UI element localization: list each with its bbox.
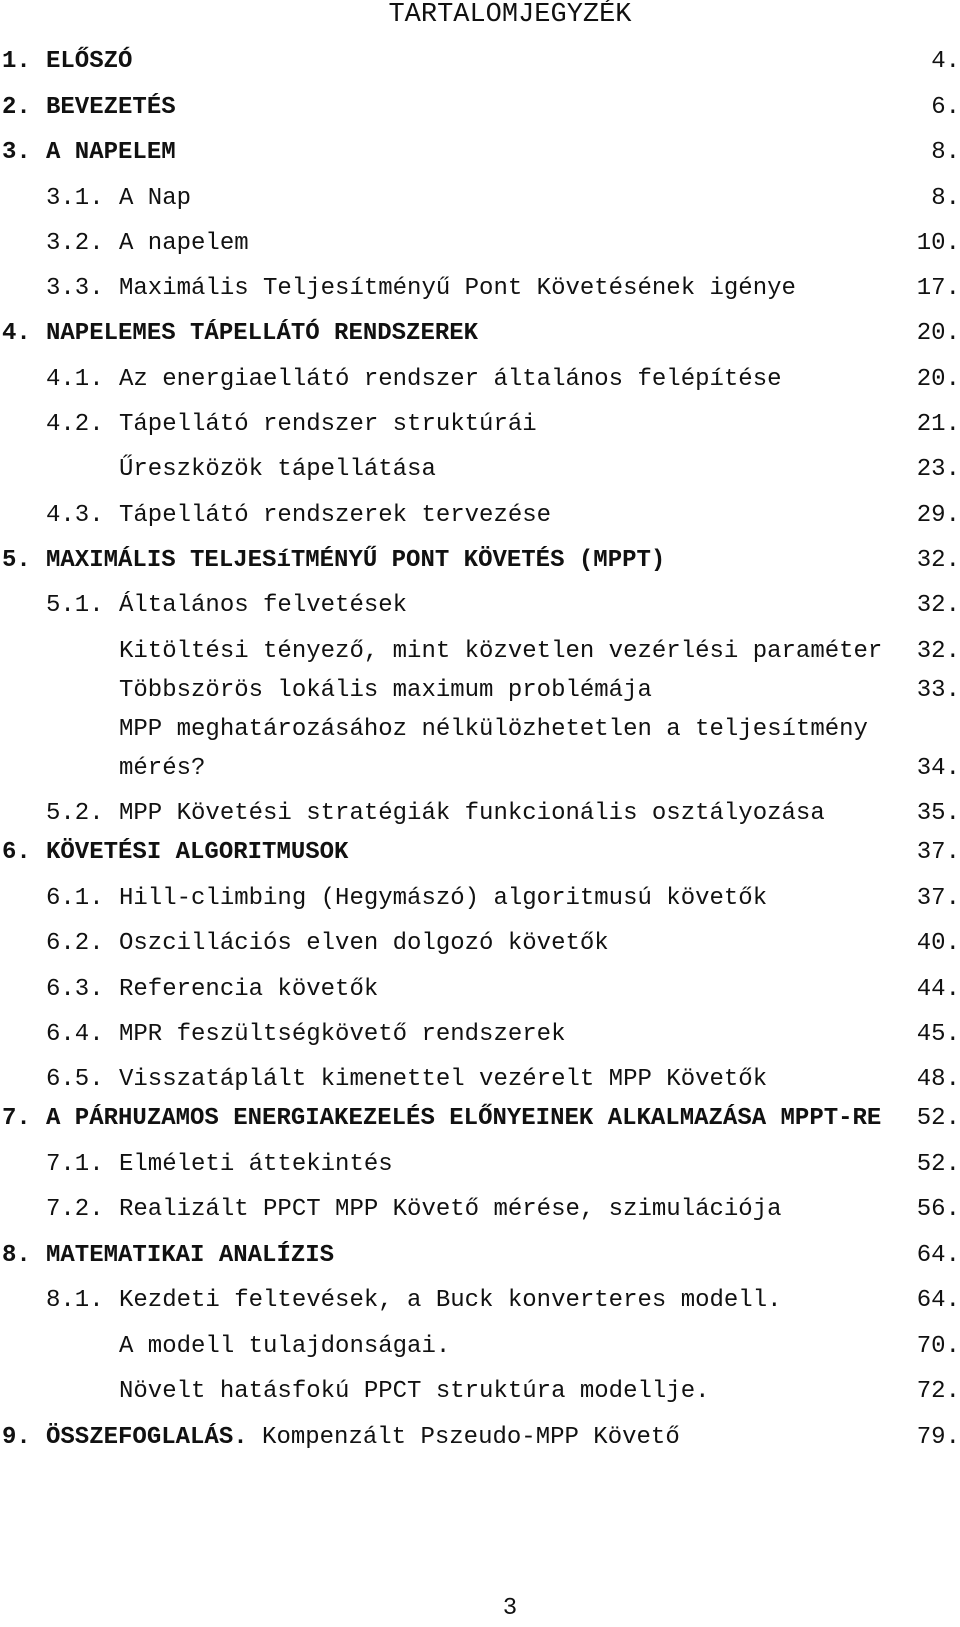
entry-page: 45. xyxy=(916,1021,960,1048)
entry-page: 32. xyxy=(916,592,960,619)
entry-number: 7.2. xyxy=(46,1196,104,1223)
entry-page: 29. xyxy=(916,502,960,529)
toc-entry[interactable] xyxy=(0,1150,960,1180)
toc-entry[interactable] xyxy=(0,410,960,440)
entry-page: 10. xyxy=(916,230,960,257)
entry-page: 23. xyxy=(916,456,960,483)
toc-entry[interactable] xyxy=(0,1241,960,1271)
entry-page: 70. xyxy=(916,1333,960,1360)
entry-title: Maximális Teljesítményű Pont Követésének igénye xyxy=(119,275,796,302)
entry-number: 3.1. xyxy=(46,185,104,212)
toc-entry[interactable] xyxy=(0,676,960,706)
toc-entry[interactable] xyxy=(0,1020,960,1050)
entry-page: 64. xyxy=(916,1287,960,1314)
toc-entry[interactable] xyxy=(0,1423,960,1453)
toc-entry[interactable] xyxy=(0,274,960,304)
entry-page: 32. xyxy=(916,638,960,665)
entry-page: 35. xyxy=(916,800,960,827)
entry-page: 21. xyxy=(916,411,960,438)
toc-entry[interactable] xyxy=(0,1065,960,1095)
entry-number: 3.2. xyxy=(46,230,104,257)
entry-page: 44. xyxy=(916,976,960,1003)
entry-title-suffix: Kompenzált Pszeudo-MPP Követő xyxy=(262,1424,680,1451)
entry-number: 6.5. xyxy=(46,1066,104,1093)
entry-title: ELŐSZÓ xyxy=(46,48,133,75)
toc-title: TARTALOMJEGYZÉK xyxy=(388,0,632,30)
entry-title: mérés? xyxy=(119,755,206,782)
entry-title: MPR feszültségkövető rendszerek xyxy=(119,1021,566,1048)
entry-title: Kitöltési tényező, mint közvetlen vezérlési paraméter xyxy=(119,638,883,665)
toc-entry[interactable] xyxy=(0,637,960,667)
entry-page: 32. xyxy=(916,547,960,574)
toc-entry[interactable] xyxy=(0,1195,960,1225)
entry-number: 6.3. xyxy=(46,976,104,1003)
entry-number: 4. xyxy=(2,320,31,347)
toc-entry[interactable] xyxy=(0,754,960,784)
entry-title: MPP meghatározásához nélkülözhetetlen a teljesítmény xyxy=(119,716,868,743)
entry-page: 8. xyxy=(931,185,960,212)
entry-number: 6.4. xyxy=(46,1021,104,1048)
entry-title: Referencia követők xyxy=(119,976,379,1003)
entry-title: Oszcillációs elven dolgozó követők xyxy=(119,930,609,957)
entry-title: Többszörös lokális maximum problémája xyxy=(119,677,652,704)
entry-title xyxy=(46,1423,680,1453)
entry-title: Visszatáplált kimenettel vezérelt MPP Követők xyxy=(119,1066,768,1093)
toc-entry[interactable] xyxy=(0,1104,960,1134)
entry-page: 48. xyxy=(916,1066,960,1093)
entry-title: A modell tulajdonságai. xyxy=(119,1333,451,1360)
toc-entry[interactable] xyxy=(0,1332,960,1362)
entry-number: 3. xyxy=(2,139,31,166)
toc-entry[interactable] xyxy=(0,501,960,531)
entry-number: 4.3. xyxy=(46,502,104,529)
entry-title: Realizált PPCT MPP Követő mérése, szimulációja xyxy=(119,1196,782,1223)
entry-number: 2. xyxy=(2,94,31,121)
toc-entry[interactable] xyxy=(0,715,960,745)
entry-number: 6. xyxy=(2,839,31,866)
entry-page: 56. xyxy=(916,1196,960,1223)
toc-entry[interactable] xyxy=(0,591,960,621)
toc-entry[interactable] xyxy=(0,455,960,485)
entry-number: 4.1. xyxy=(46,366,104,393)
entry-title: Tápellátó rendszerek tervezése xyxy=(119,502,552,529)
entry-number: 5.2. xyxy=(46,800,104,827)
entry-page: 40. xyxy=(916,930,960,957)
entry-page: 20. xyxy=(916,366,960,393)
entry-number: 1. xyxy=(2,48,31,75)
entry-title: A napelem xyxy=(119,230,249,257)
entry-title: Növelt hatásfokú PPCT struktúra modellje. xyxy=(119,1378,710,1405)
toc-entry[interactable] xyxy=(0,1286,960,1316)
entry-number: 8.1. xyxy=(46,1287,104,1314)
entry-number: 6.2. xyxy=(46,930,104,957)
entry-title: Általános felvetések xyxy=(119,592,408,619)
toc-entry[interactable] xyxy=(0,138,960,168)
entry-page: 37. xyxy=(916,885,960,912)
toc-entry[interactable] xyxy=(0,93,960,123)
entry-title: Űreszközök tápellátása xyxy=(119,456,436,483)
toc-entry[interactable] xyxy=(0,1377,960,1407)
entry-number: 3.3. xyxy=(46,275,104,302)
entry-title-bold: ÖSSZEFOGLALÁS. xyxy=(46,1424,248,1451)
entry-number: 7.1. xyxy=(46,1151,104,1178)
entry-title: MAXIMÁLIS TELJESíTMÉNYŰ PONT KÖVETÉS (MPPT) xyxy=(46,547,666,574)
entry-page: 79. xyxy=(916,1424,960,1451)
entry-title: Az energiaellátó rendszer általános felépítése xyxy=(119,366,782,393)
entry-title: Tápellátó rendszer struktúrái xyxy=(119,411,537,438)
entry-title: BEVEZETÉS xyxy=(46,94,176,121)
toc-entry[interactable] xyxy=(0,929,960,959)
entry-title: A PÁRHUZAMOS ENERGIAKEZELÉS ELŐNYEINEK ALKALMAZÁSA MPPT-RE xyxy=(46,1105,882,1132)
entry-page: 52. xyxy=(916,1105,960,1132)
entry-page: 33. xyxy=(916,677,960,704)
toc-entry[interactable] xyxy=(0,229,960,259)
entry-page: 72. xyxy=(916,1378,960,1405)
page-number: 3 xyxy=(502,1595,518,1622)
entry-title: Elméleti áttekintés xyxy=(119,1151,393,1178)
entry-page: 34. xyxy=(916,755,960,782)
toc-entry[interactable] xyxy=(0,546,960,576)
entry-page: 17. xyxy=(916,275,960,302)
entry-title: KÖVETÉSI ALGORITMUSOK xyxy=(46,839,349,866)
toc-entry[interactable] xyxy=(0,365,960,395)
entry-number: 9. xyxy=(2,1424,31,1451)
toc-entry[interactable] xyxy=(0,975,960,1005)
toc-entry[interactable] xyxy=(0,838,960,868)
entry-page: 6. xyxy=(931,94,960,121)
entry-page: 8. xyxy=(931,139,960,166)
entry-page: 37. xyxy=(916,839,960,866)
entry-number: 7. xyxy=(2,1105,31,1132)
entry-title: NAPELEMES TÁPELLÁTÓ RENDSZEREK xyxy=(46,320,479,347)
entry-number: 6.1. xyxy=(46,885,104,912)
entry-number: 8. xyxy=(2,1242,31,1269)
entry-title: Hill-climbing (Hegymászó) algoritmusú követők xyxy=(119,885,768,912)
entry-number: 4.2. xyxy=(46,411,104,438)
entry-title: Kezdeti feltevések, a Buck konverteres modell. xyxy=(119,1287,782,1314)
entry-title: A NAPELEM xyxy=(46,139,176,166)
entry-title: MPP Követési stratégiák funkcionális osztályozása xyxy=(119,800,825,827)
toc-entry[interactable] xyxy=(0,319,960,349)
entry-page: 20. xyxy=(916,320,960,347)
entry-title: MATEMATIKAI ANALÍZIS xyxy=(46,1242,335,1269)
entry-number: 5. xyxy=(2,547,31,574)
toc-entry[interactable] xyxy=(0,47,960,77)
entry-title: A Nap xyxy=(119,185,192,212)
toc-entry[interactable] xyxy=(0,184,960,214)
entry-page: 4. xyxy=(931,48,960,75)
entry-number: 5.1. xyxy=(46,592,104,619)
entry-page: 64. xyxy=(916,1242,960,1269)
toc-entry[interactable] xyxy=(0,884,960,914)
toc-entry[interactable] xyxy=(0,799,960,829)
entry-page: 52. xyxy=(916,1151,960,1178)
